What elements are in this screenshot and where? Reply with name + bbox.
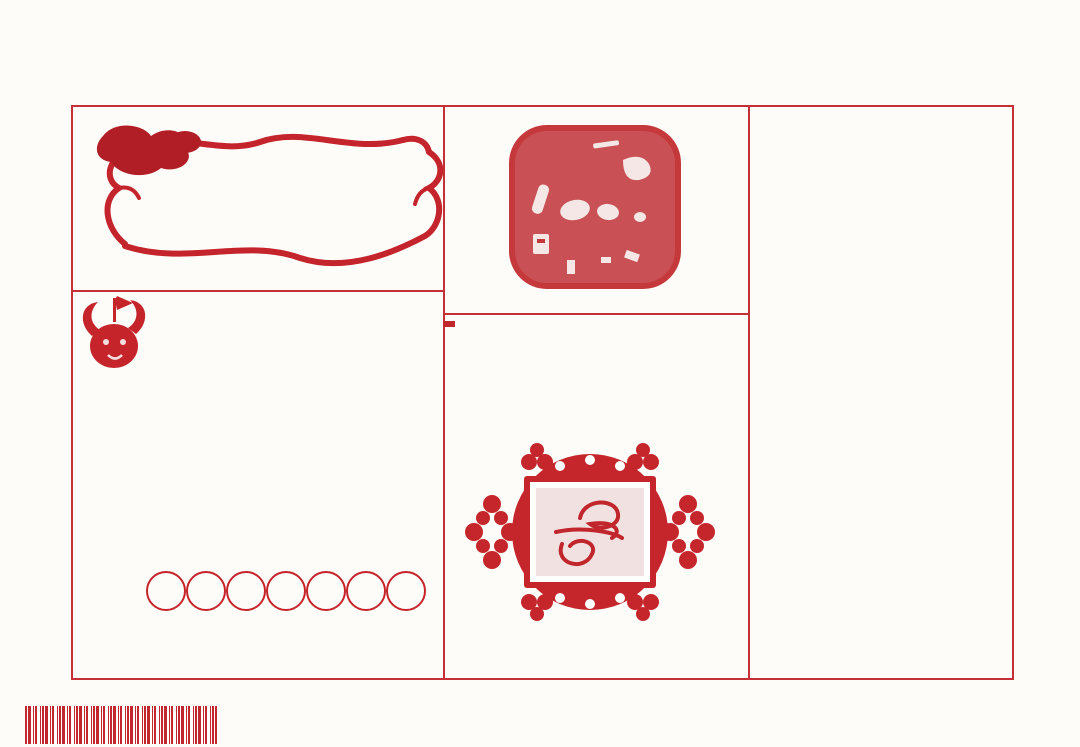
ribbon-scroll-illustration [85,120,445,280]
papercut-stamp-illustration [462,440,718,626]
recommended-numbers-row [146,571,426,611]
recommended-number [226,571,266,611]
recommended-number [266,571,306,611]
special-number [389,618,431,660]
special-number [345,618,387,660]
divination-lot-badge [443,321,455,327]
recommended-number [146,571,186,611]
barcode [25,706,217,744]
seal-stamp-illustration [505,122,685,292]
special-number [301,618,343,660]
recommended-number [386,571,426,611]
divider-seal-box [445,313,750,315]
recommended-number [186,571,226,611]
special-numbers-row [301,618,431,660]
cluster-number [860,247,902,289]
divider-vertical-right [748,105,750,678]
recommended-number [346,571,386,611]
recommended-number [306,571,346,611]
ox-head-icon [74,294,169,379]
divider-left-column [71,290,445,292]
